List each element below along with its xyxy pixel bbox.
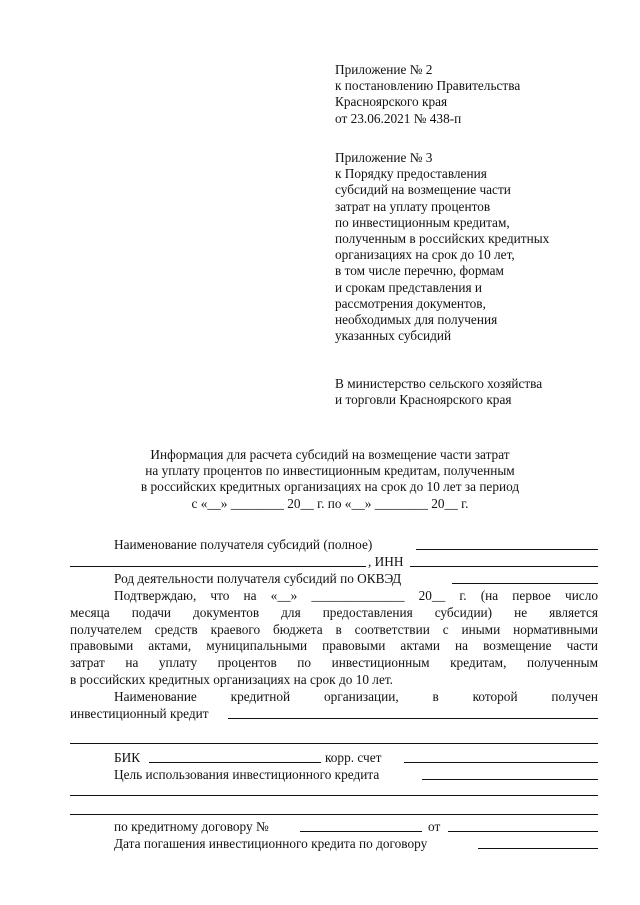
appendix-3-line: Приложение № 3	[335, 150, 433, 165]
appendix-3-line: субсидий на возмещение части	[335, 182, 511, 198]
inn-label: , ИНН	[368, 554, 404, 569]
bank-name-continuation-field[interactable]	[70, 743, 598, 744]
appendix-2-line: к постановлению Правительства	[335, 78, 521, 94]
purpose-label: Цель использования инвестиционного кредита	[114, 767, 380, 782]
appendix-3-line: в том числе перечню, формам	[335, 263, 504, 279]
appendix-2-line: от 23.06.2021 № 438-п	[335, 110, 462, 126]
recipient-name-field[interactable]	[416, 537, 598, 550]
corr-account-label: корр. счет	[325, 750, 382, 765]
recipient-name-row	[70, 537, 598, 554]
activity-row	[70, 571, 598, 588]
confirm-line: затрат на уплату процентов по инвестиционным кредитам, полученным	[70, 655, 598, 671]
confirm-line: получателем средств краевого бюджета в соответствии с иными нормативными	[70, 621, 598, 637]
bik-field[interactable]	[149, 750, 321, 763]
contract-date-label: от	[428, 819, 441, 834]
appendix-3-header	[335, 150, 625, 344]
appendix-2-line: Красноярского края	[335, 94, 448, 110]
title-line: на уплату процентов по инвестиционным кредитам, полученным	[145, 463, 515, 479]
appendix-3-line: по инвестиционным кредитам,	[335, 214, 510, 230]
appendix-3-line: указанных субсидий	[335, 328, 452, 344]
okved-field[interactable]	[452, 571, 598, 584]
contract-number-field[interactable]	[300, 819, 422, 832]
bik-row	[70, 750, 598, 784]
appendix-3-line: к Порядку предоставления	[335, 166, 487, 182]
appendix-2-header	[335, 62, 625, 127]
appendix-3-line: необходимых для получения	[335, 312, 498, 328]
inn-field[interactable]	[410, 554, 598, 567]
contract-date-field[interactable]	[448, 819, 598, 832]
appendix-3-line: и срокам представления и	[335, 279, 482, 295]
recipient-name-label: Наименование получателя субсидий (полное)	[114, 537, 373, 552]
inn-row	[70, 554, 598, 571]
activity-label: Род деятельности получателя субсидий по ОКВЭД	[114, 571, 402, 586]
purpose-field[interactable]	[422, 767, 598, 780]
confirm-line: месяца подачи документов для предоставления субсидии) не является	[70, 604, 598, 620]
contract-row	[70, 819, 598, 853]
confirm-line: Подтверждаю, что на «__» ______________ 20__ г. (на первое число	[114, 588, 598, 603]
bank-name-label: Наименование кредитной организации, в которой получен	[114, 688, 598, 704]
appendix-3-line: затрат на уплату процентов	[335, 198, 491, 214]
title-line: Информация для расчета субсидий на возмещение части затрат	[150, 447, 510, 462]
purpose-continuation-field[interactable]	[70, 795, 598, 796]
appendix-3-line: полученным в российских кредитных	[335, 231, 550, 247]
bank-name-row	[70, 706, 598, 723]
confirm-line: в российских кредитных организациях на срок до 10 лет.	[70, 671, 393, 687]
appendix-3-line: рассмотрения документов,	[335, 295, 486, 311]
recipient-name-continuation-field[interactable]	[70, 554, 366, 567]
addressee-line: В министерство сельского хозяйства	[335, 376, 543, 391]
document-title	[100, 447, 560, 512]
purpose-continuation-field-2[interactable]	[70, 814, 598, 815]
bik-label: БИК	[114, 750, 141, 765]
addressee-line: и торговли Красноярского края	[335, 392, 512, 408]
bank-name-label-cont: инвестиционный кредит	[70, 705, 209, 721]
repayment-date-field[interactable]	[478, 836, 598, 849]
corr-account-field[interactable]	[404, 750, 598, 763]
title-line: с «__» ________ 20__ г. по «__» ________ 20__ г.	[191, 495, 469, 511]
appendix-2-line: Приложение № 2	[335, 62, 433, 77]
contract-label: по кредитному договору №	[114, 819, 269, 834]
title-line: в российских кредитных организациях на срок до 10 лет за период	[140, 479, 520, 495]
bank-name-field[interactable]	[228, 706, 598, 719]
confirm-line: правовыми актами, муниципальными правовыми актами на возмещение части	[70, 638, 598, 654]
form-body	[70, 537, 598, 723]
addressee	[335, 376, 625, 408]
appendix-3-line: организациях на срок до 10 лет,	[335, 247, 515, 263]
repayment-label: Дата погашения инвестиционного кредита по договору	[114, 836, 428, 851]
